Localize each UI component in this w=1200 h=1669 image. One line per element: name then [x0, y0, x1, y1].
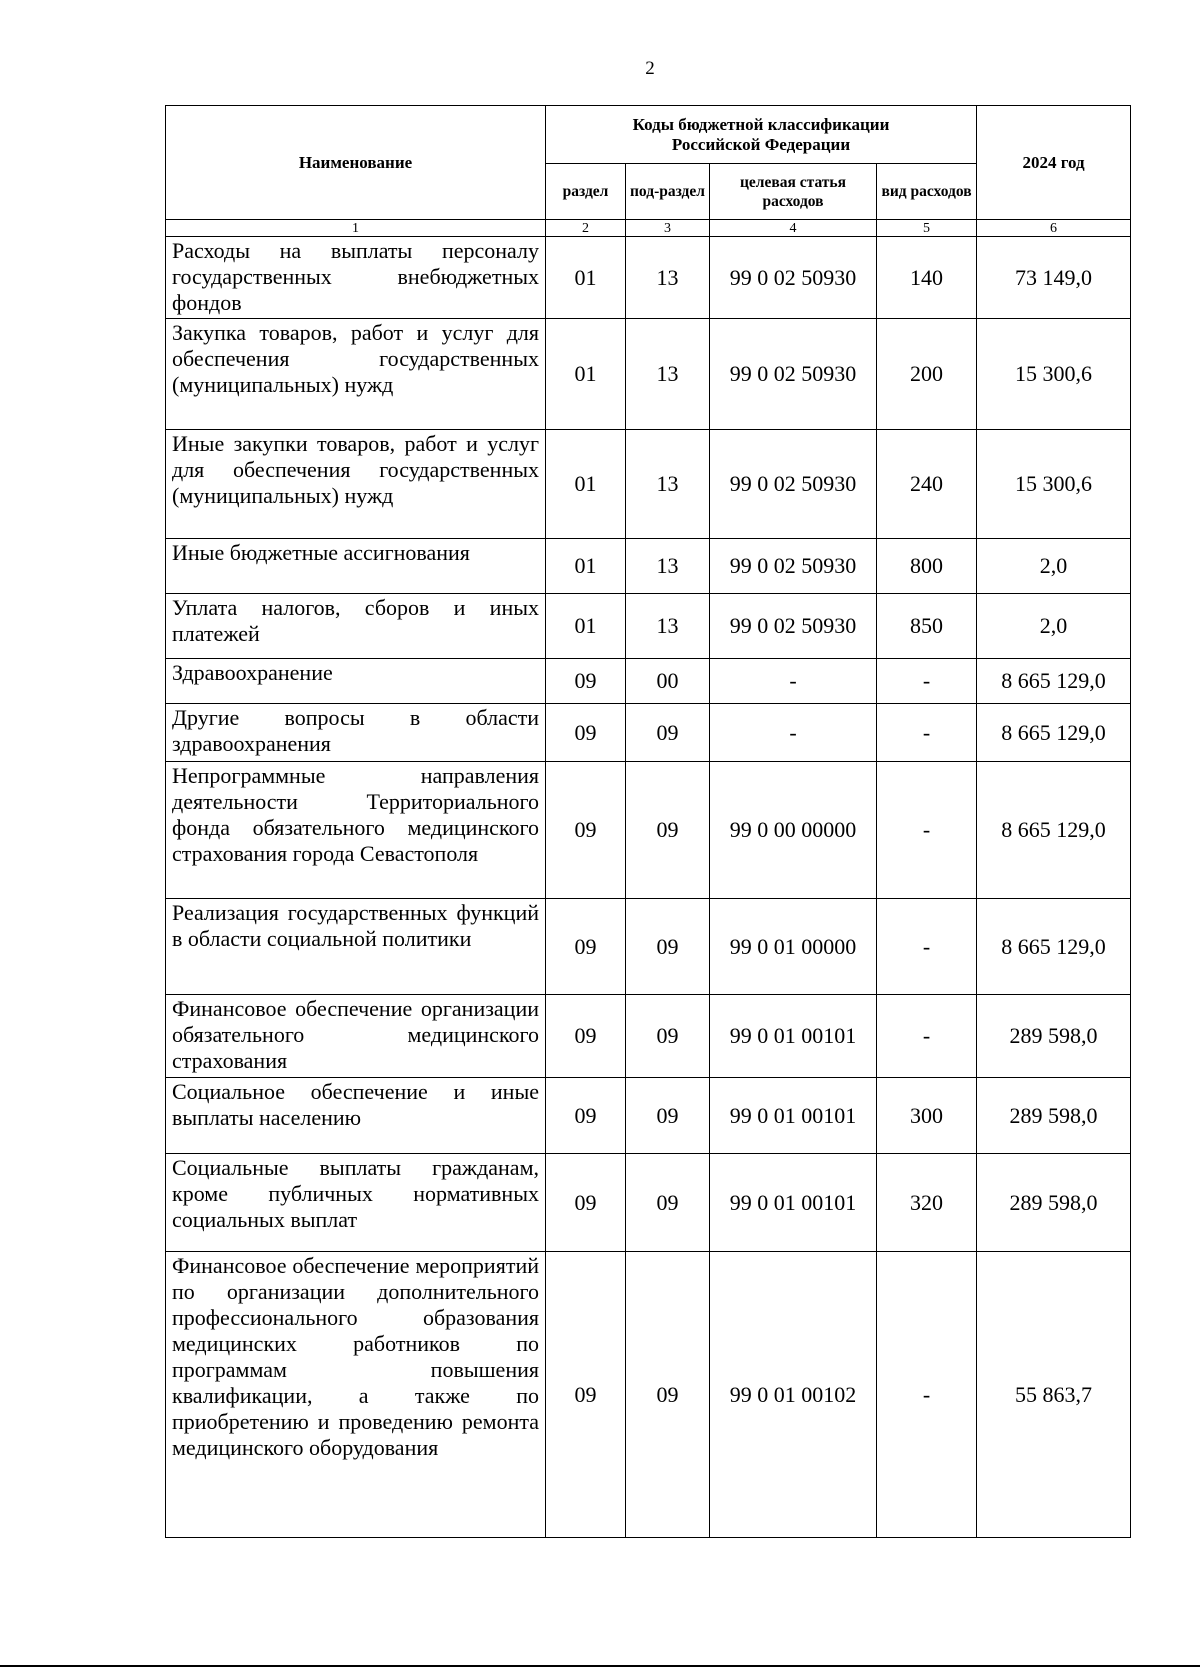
row-name: Социальное обеспечение и иные выплаты населению [166, 1078, 546, 1154]
column-number: 5 [877, 220, 977, 237]
row-name: Непрограммные направления деятельности Территориального фонда обязательного медицинского страхования города Севастополя [166, 762, 546, 899]
row-amount: 8 665 129,0 [977, 762, 1131, 899]
column-number: 6 [977, 220, 1131, 237]
header-year: 2024 год [977, 106, 1131, 220]
row-name: Социальные выплаты гражданам, кроме публичных нормативных социальных выплат [166, 1154, 546, 1252]
row-section: 09 [546, 762, 626, 899]
column-number: 1 [166, 220, 546, 237]
row-section: 09 [546, 1078, 626, 1154]
page-number: 2 [645, 58, 655, 79]
row-type: - [877, 899, 977, 995]
header-type: вид расходов [877, 164, 977, 220]
table-row [166, 899, 1131, 995]
row-subsection: 09 [626, 1154, 710, 1252]
column-number: 4 [710, 220, 877, 237]
row-amount: 15 300,6 [977, 430, 1131, 539]
row-section: 09 [546, 995, 626, 1078]
row-name: Расходы на выплаты персоналу государственных внебюджетных фондов [166, 237, 546, 319]
row-name: Уплата налогов, сборов и иных платежей [166, 594, 546, 659]
row-amount: 15 300,6 [977, 319, 1131, 430]
table-row [166, 1078, 1131, 1154]
table-row [166, 1252, 1131, 1538]
row-type: 140 [877, 237, 977, 319]
row-subsection: 09 [626, 995, 710, 1078]
table-row [166, 319, 1131, 430]
row-subsection: 09 [626, 762, 710, 899]
column-number: 3 [626, 220, 710, 237]
row-section: 01 [546, 319, 626, 430]
table-row [166, 762, 1131, 899]
row-subsection: 13 [626, 430, 710, 539]
row-type: - [877, 1252, 977, 1538]
row-subsection: 13 [626, 237, 710, 319]
row-type: 320 [877, 1154, 977, 1252]
row-target: 99 0 01 00101 [710, 1154, 877, 1252]
row-amount: 289 598,0 [977, 995, 1131, 1078]
table-row [166, 539, 1131, 594]
row-target: 99 0 02 50930 [710, 237, 877, 319]
row-subsection: 09 [626, 1252, 710, 1538]
header-name: Наименование [166, 106, 546, 220]
table-row [166, 430, 1131, 539]
table-row [166, 237, 1131, 319]
row-subsection: 13 [626, 319, 710, 430]
row-amount: 8 665 129,0 [977, 704, 1131, 762]
header-section: раздел [546, 164, 626, 220]
row-amount: 2,0 [977, 539, 1131, 594]
row-subsection: 09 [626, 1078, 710, 1154]
header-codes-group: Коды бюджетной классификации Российской Федерации [546, 106, 977, 164]
row-section: 09 [546, 899, 626, 995]
row-type: 240 [877, 430, 977, 539]
row-target: 99 0 02 50930 [710, 539, 877, 594]
table-row [166, 995, 1131, 1078]
header-target: целевая статья расходов [710, 164, 877, 220]
row-type: - [877, 704, 977, 762]
row-section: 09 [546, 659, 626, 704]
header-subsection: под-раздел [626, 164, 710, 220]
table-row [166, 704, 1131, 762]
row-target: 99 0 01 00101 [710, 1078, 877, 1154]
budget-table [165, 105, 1131, 1538]
row-type: 850 [877, 594, 977, 659]
row-target: - [710, 704, 877, 762]
row-type: - [877, 659, 977, 704]
row-subsection: 13 [626, 594, 710, 659]
column-number: 2 [546, 220, 626, 237]
row-amount: 73 149,0 [977, 237, 1131, 319]
table-row [166, 1154, 1131, 1252]
row-section: 01 [546, 594, 626, 659]
row-amount: 289 598,0 [977, 1078, 1131, 1154]
row-type: - [877, 762, 977, 899]
row-type: - [877, 995, 977, 1078]
page-bottom-rule [0, 1665, 1200, 1667]
table-row [166, 659, 1131, 704]
row-name: Финансовое обеспечение мероприятий по организации дополнительного профессионального образования медицинских работников по программам повышения квалификации, а также по приобретению и проведению ремонта медицинского оборудования [166, 1252, 546, 1538]
row-type: 800 [877, 539, 977, 594]
row-target: 99 0 02 50930 [710, 430, 877, 539]
row-section: 01 [546, 539, 626, 594]
row-section: 09 [546, 1252, 626, 1538]
row-name: Закупка товаров, работ и услуг для обеспечения государственных (муниципальных) нужд [166, 319, 546, 430]
row-name: Иные бюджетные ассигнования [166, 539, 546, 594]
table-row [166, 594, 1131, 659]
row-type: 300 [877, 1078, 977, 1154]
row-amount: 8 665 129,0 [977, 899, 1131, 995]
row-amount: 2,0 [977, 594, 1131, 659]
row-name: Реализация государственных функций в области социальной политики [166, 899, 546, 995]
row-target: 99 0 01 00101 [710, 995, 877, 1078]
row-section: 09 [546, 1154, 626, 1252]
row-subsection: 09 [626, 899, 710, 995]
row-target: 99 0 02 50930 [710, 594, 877, 659]
row-name: Финансовое обеспечение организации обязательного медицинского страхования [166, 995, 546, 1078]
row-target: 99 0 01 00000 [710, 899, 877, 995]
row-amount: 289 598,0 [977, 1154, 1131, 1252]
row-type: 200 [877, 319, 977, 430]
row-name: Другие вопросы в области здравоохранения [166, 704, 546, 762]
row-name: Здравоохранение [166, 659, 546, 704]
row-name: Иные закупки товаров, работ и услуг для обеспечения государственных (муниципальных) нужд [166, 430, 546, 539]
row-subsection: 13 [626, 539, 710, 594]
row-amount: 8 665 129,0 [977, 659, 1131, 704]
row-target: 99 0 01 00102 [710, 1252, 877, 1538]
row-section: 01 [546, 430, 626, 539]
row-target: - [710, 659, 877, 704]
row-target: 99 0 00 00000 [710, 762, 877, 899]
row-subsection: 09 [626, 704, 710, 762]
row-section: 09 [546, 704, 626, 762]
row-amount: 55 863,7 [977, 1252, 1131, 1538]
row-section: 01 [546, 237, 626, 319]
row-target: 99 0 02 50930 [710, 319, 877, 430]
row-subsection: 00 [626, 659, 710, 704]
